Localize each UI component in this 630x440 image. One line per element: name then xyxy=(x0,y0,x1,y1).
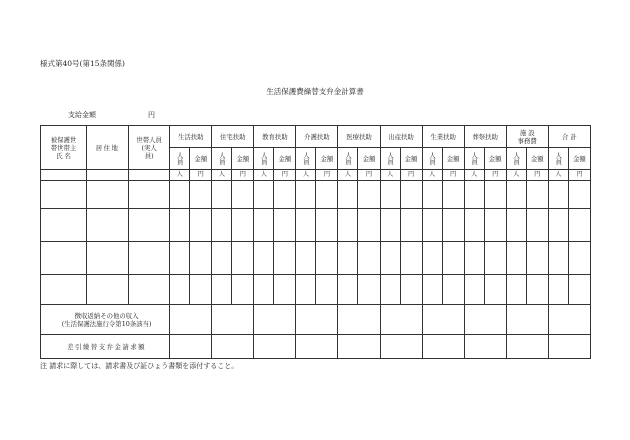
data-cell xyxy=(190,275,212,305)
data-cell xyxy=(232,242,254,275)
subheader-amount: 金額 xyxy=(400,148,422,170)
data-cell xyxy=(400,209,422,242)
data-cell xyxy=(232,181,254,209)
subheader-persons-label: 人員 xyxy=(217,152,226,165)
total-cell xyxy=(464,305,506,335)
unit-yen: 円 xyxy=(442,170,464,181)
data-cell xyxy=(274,181,296,209)
unit-persons: 人 xyxy=(506,170,526,181)
data-cell xyxy=(506,242,526,275)
subheader-amount: 金額 xyxy=(358,148,380,170)
data-cell xyxy=(316,209,338,242)
data-cell xyxy=(548,242,568,275)
data-cell xyxy=(190,242,212,275)
data-cell xyxy=(358,209,380,242)
data-cell xyxy=(254,242,274,275)
unit-persons: 人 xyxy=(338,170,358,181)
subheader-persons xyxy=(464,148,484,170)
data-cell xyxy=(568,209,590,242)
unit-yen: 円 xyxy=(316,170,338,181)
data-cell xyxy=(170,242,190,275)
data-cell xyxy=(129,242,170,275)
data-cell xyxy=(568,275,590,305)
subheader-persons xyxy=(254,148,274,170)
total-cell xyxy=(380,305,422,335)
subheader-amount: 金額 xyxy=(442,148,464,170)
data-cell xyxy=(526,181,548,209)
footnote: 注 請求に際しては、請求書及び証ひょう書類を添付すること。 xyxy=(40,362,239,370)
data-cell xyxy=(358,275,380,305)
subheader-persons-label: 人員 xyxy=(343,152,352,165)
header-category: 介護扶助 xyxy=(296,126,338,148)
unit-yen: 円 xyxy=(274,170,296,181)
data-cell xyxy=(274,242,296,275)
data-cell xyxy=(380,242,400,275)
data-cell xyxy=(296,275,316,305)
data-cell xyxy=(316,275,338,305)
data-cell xyxy=(442,242,464,275)
data-cell xyxy=(254,209,274,242)
unit-persons: 人 xyxy=(464,170,484,181)
data-cell xyxy=(316,181,338,209)
data-cell xyxy=(338,209,358,242)
data-cell xyxy=(484,209,506,242)
unit-yen: 円 xyxy=(190,170,212,181)
data-cell xyxy=(87,209,129,242)
data-cell xyxy=(41,209,87,242)
data-cell xyxy=(526,242,548,275)
unit-yen: 円 xyxy=(358,170,380,181)
data-cell xyxy=(274,209,296,242)
data-cell xyxy=(422,209,442,242)
table-row xyxy=(41,181,591,209)
data-cell xyxy=(526,275,548,305)
total-cell xyxy=(548,305,590,335)
data-cell xyxy=(170,209,190,242)
data-cell xyxy=(274,275,296,305)
subheader-amount: 金額 xyxy=(526,148,548,170)
data-cell xyxy=(41,275,87,305)
data-cell xyxy=(568,181,590,209)
header-category: 住宅扶助 xyxy=(212,126,254,148)
subheader-amount: 金額 xyxy=(232,148,254,170)
data-cell xyxy=(484,242,506,275)
data-cell xyxy=(464,275,484,305)
data-cell xyxy=(190,209,212,242)
document-title: 生活保護費繰替支弁金計算書 xyxy=(266,87,364,96)
data-cell xyxy=(170,181,190,209)
total-cell xyxy=(296,305,338,335)
total-cell xyxy=(506,335,548,359)
total-cell xyxy=(464,335,506,359)
subheader-amount: 金額 xyxy=(274,148,296,170)
subheader-persons xyxy=(212,148,232,170)
data-cell xyxy=(442,209,464,242)
data-cell xyxy=(129,209,170,242)
data-cell xyxy=(254,181,274,209)
table-row xyxy=(41,209,591,242)
total-cell xyxy=(422,335,464,359)
subheader-amount: 金額 xyxy=(568,148,590,170)
table-row xyxy=(41,275,591,305)
unit-persons: 人 xyxy=(296,170,316,181)
data-cell xyxy=(129,275,170,305)
data-cell xyxy=(442,275,464,305)
data-cell xyxy=(190,181,212,209)
data-cell xyxy=(506,209,526,242)
unit-yen: 円 xyxy=(526,170,548,181)
total-cell xyxy=(212,305,254,335)
data-cell xyxy=(316,242,338,275)
data-cell xyxy=(296,181,316,209)
total-cell xyxy=(380,335,422,359)
data-cell xyxy=(129,181,170,209)
data-cell xyxy=(296,209,316,242)
data-cell xyxy=(442,181,464,209)
data-cell xyxy=(232,209,254,242)
data-cell xyxy=(87,242,129,275)
subheader-persons xyxy=(170,148,190,170)
subheader-persons-label: 人員 xyxy=(301,152,310,165)
subheader-persons-label: 人員 xyxy=(428,152,437,165)
data-cell xyxy=(358,181,380,209)
data-cell xyxy=(526,209,548,242)
header-category: 生業扶助 xyxy=(422,126,464,148)
data-cell xyxy=(484,275,506,305)
data-cell xyxy=(212,275,232,305)
unit-persons: 人 xyxy=(212,170,232,181)
header-category: 葬祭扶助 xyxy=(464,126,506,148)
header-category: 教育扶助 xyxy=(254,126,296,148)
data-cell xyxy=(400,275,422,305)
total-cell xyxy=(548,335,590,359)
header-residence: 居住地 xyxy=(87,126,129,170)
total-cell xyxy=(422,305,464,335)
data-cell xyxy=(548,275,568,305)
unit-yen: 円 xyxy=(484,170,506,181)
subheader-persons xyxy=(506,148,526,170)
payment-amount xyxy=(68,110,155,120)
unit-yen: 円 xyxy=(232,170,254,181)
subheader-persons xyxy=(548,148,568,170)
subheader-persons-label: 人員 xyxy=(175,152,184,165)
subheader-amount: 金額 xyxy=(484,148,506,170)
header-category: 出産扶助 xyxy=(380,126,422,148)
data-cell xyxy=(380,209,400,242)
data-cell xyxy=(254,275,274,305)
subheader-persons-label: 人員 xyxy=(512,152,521,165)
subheader-persons xyxy=(422,148,442,170)
total-cell xyxy=(506,305,548,335)
calculation-table xyxy=(40,125,591,359)
data-cell xyxy=(87,275,129,305)
data-cell xyxy=(212,242,232,275)
total-cell xyxy=(338,305,380,335)
data-cell xyxy=(358,242,380,275)
unit-yen: 円 xyxy=(568,170,590,181)
payment-amount-label: 支給金額 xyxy=(68,111,96,119)
total-cell xyxy=(296,335,338,359)
header-category: 施 設 事務費 xyxy=(506,126,548,148)
subheader-persons xyxy=(380,148,400,170)
subheader-persons xyxy=(338,148,358,170)
data-cell xyxy=(338,275,358,305)
data-cell xyxy=(338,181,358,209)
claim-row-label: 差引繰替支弁金請求額 xyxy=(41,335,170,359)
data-cell xyxy=(422,275,442,305)
total-cell xyxy=(254,335,296,359)
data-cell xyxy=(484,181,506,209)
data-cell xyxy=(232,275,254,305)
data-cell xyxy=(548,209,568,242)
unit-persons: 人 xyxy=(170,170,190,181)
subheader-persons-label: 人員 xyxy=(470,152,479,165)
data-cell xyxy=(338,242,358,275)
data-cell xyxy=(296,242,316,275)
data-cell xyxy=(506,275,526,305)
empty-cell xyxy=(129,170,170,181)
subheader-amount: 金額 xyxy=(190,148,212,170)
subheader-persons-label: 人員 xyxy=(386,152,395,165)
unit-persons: 人 xyxy=(380,170,400,181)
income-row-label: 徴収返納その他の収入 (生活保護法施行令第10条該当) xyxy=(41,305,170,335)
data-cell xyxy=(548,181,568,209)
subheader-persons-label: 人員 xyxy=(554,152,563,165)
data-cell xyxy=(568,242,590,275)
payment-amount-unit: 円 xyxy=(148,111,155,119)
data-cell xyxy=(380,275,400,305)
subheader-persons-label: 人員 xyxy=(259,152,268,165)
data-cell xyxy=(506,181,526,209)
empty-cell xyxy=(41,170,87,181)
total-cell xyxy=(254,305,296,335)
data-cell xyxy=(400,181,422,209)
header-head-name: 被保護世 帯世帯主 氏 名 xyxy=(41,126,87,170)
data-cell xyxy=(380,181,400,209)
data-cell xyxy=(41,242,87,275)
total-cell xyxy=(170,305,212,335)
table-row xyxy=(41,242,591,275)
data-cell xyxy=(464,242,484,275)
header-household-members: 世帯人員 (実人 員) xyxy=(129,126,170,170)
unit-persons: 人 xyxy=(548,170,568,181)
total-cell xyxy=(338,335,380,359)
data-cell xyxy=(464,209,484,242)
data-cell xyxy=(400,242,422,275)
form-number: 様式第40号(第15条関係) xyxy=(40,59,125,68)
subheader-persons xyxy=(296,148,316,170)
data-cell xyxy=(212,209,232,242)
data-cell xyxy=(41,181,87,209)
data-cell xyxy=(422,242,442,275)
header-category: 医療扶助 xyxy=(338,126,380,148)
data-cell xyxy=(464,181,484,209)
empty-cell xyxy=(87,170,129,181)
data-cell xyxy=(212,181,232,209)
subheader-amount: 金額 xyxy=(316,148,338,170)
total-cell xyxy=(170,335,212,359)
header-category: 生活扶助 xyxy=(170,126,212,148)
unit-persons: 人 xyxy=(422,170,442,181)
data-cell xyxy=(87,181,129,209)
unit-persons: 人 xyxy=(254,170,274,181)
data-cell xyxy=(422,181,442,209)
header-category: 合 計 xyxy=(548,126,590,148)
total-cell xyxy=(212,335,254,359)
data-cell xyxy=(170,275,190,305)
unit-yen: 円 xyxy=(400,170,422,181)
